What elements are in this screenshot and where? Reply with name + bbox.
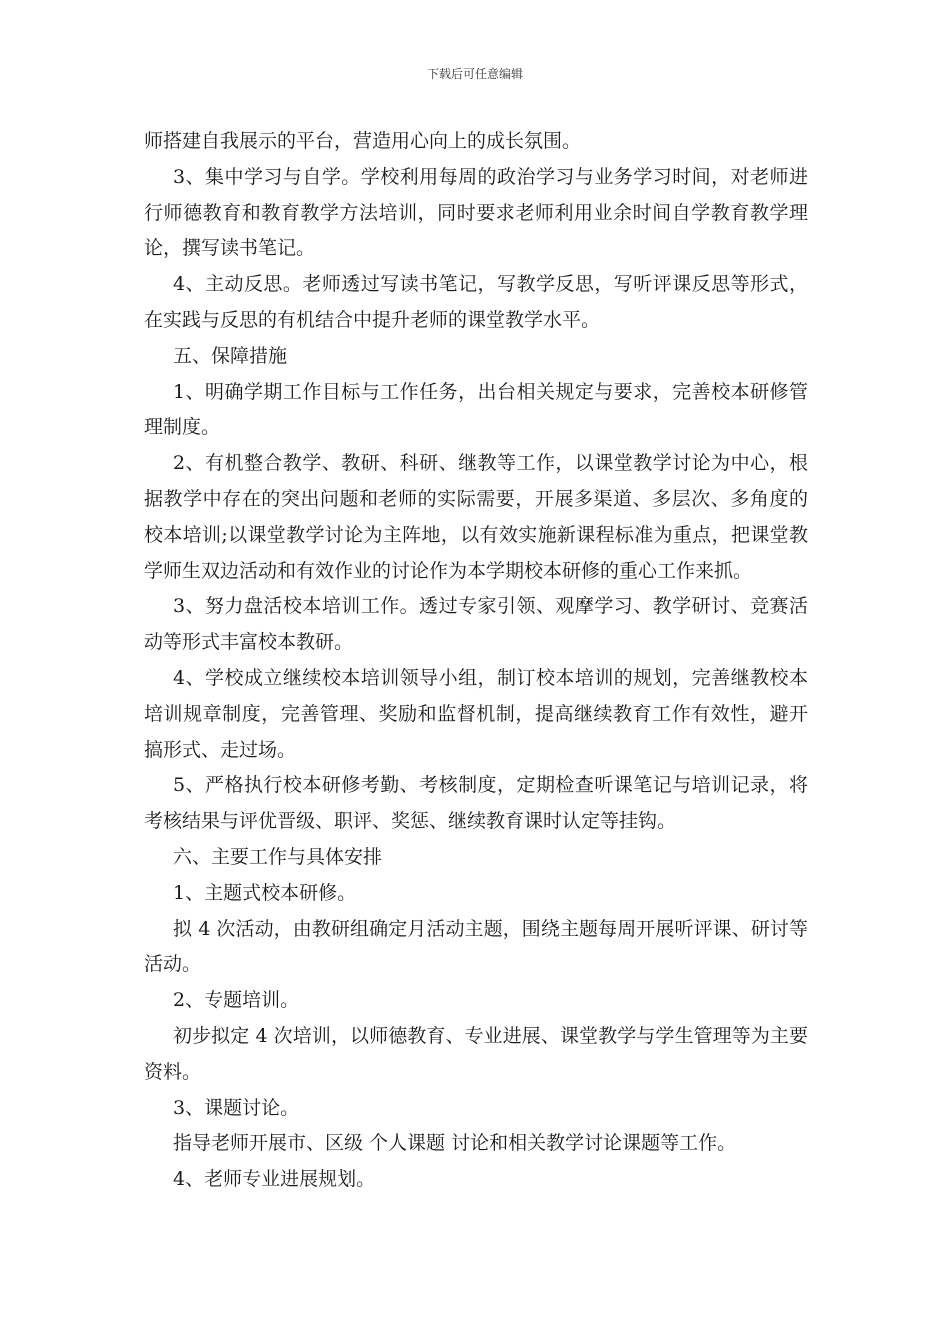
text-line: 5、严格执行校本研修考勤、考核制度，定期检查听课笔记与培训记录，将 xyxy=(173,774,808,797)
text-line: 3、课题讨论。 xyxy=(173,1096,300,1119)
text-line: 理制度。 xyxy=(144,416,221,439)
text-line: 4、学校成立继续校本培训领导小组，制订校本培训的规划，完善继教校本 xyxy=(173,666,808,689)
text-line: 考核结果与评优晋级、职评、奖惩、继续教育课时认定等挂钩。 xyxy=(144,810,677,833)
text-line: 培训规章制度，完善管理、奖励和监督机制，提高继续教育工作有效性，避开 xyxy=(144,702,808,725)
page-header-note: 下载后可任意编辑 xyxy=(426,67,523,81)
text-line: 4、老师专业进展规划。 xyxy=(173,1168,376,1191)
text-line: 搞形式、走过场。 xyxy=(144,738,297,761)
text-line: 2、有机整合教学、教研、科研、继教等工作，以课堂教学讨论为中心，根 xyxy=(173,452,808,475)
text-line: 学师生双边活动和有效作业的讨论作为本学期校本研修的重心工作来抓。 xyxy=(144,559,753,582)
text-line: 据教学中存在的突出问题和老师的实际需要，开展多渠道、多层次、多角度的 xyxy=(144,487,808,510)
text-line: 在实践与反思的有机结合中提升老师的课堂教学水平。 xyxy=(144,308,601,331)
text-line: 拟 4 次活动，由教研组确定月活动主题，围绕主题每周开展听评课、研讨等 xyxy=(173,917,808,940)
text-line: 4、主动反思。老师透过写读书笔记，写教学反思，写听评课反思等形式， xyxy=(173,273,808,296)
text-line: 行师德教育和教育教学方法培训，同时要求老师利用业余时间自学教育教学理 xyxy=(144,201,808,224)
text-line: 师搭建自我展示的平台，营造用心向上的成长氛围。 xyxy=(144,130,582,152)
text-line: 六、主要工作与具体安排 xyxy=(173,845,383,868)
text-line: 3、努力盘活校本培训工作。透过专家引领、观摩学习、教学研讨、竞赛活 xyxy=(173,595,808,618)
document-body xyxy=(144,124,808,1198)
text-line: 2、专题培训。 xyxy=(173,989,300,1012)
text-line: 1、主题式校本研修。 xyxy=(173,881,357,904)
text-line: 校本培训;以课堂教学讨论为主阵地，以有效实施新课程标准为重点，把课堂教 xyxy=(144,523,808,546)
text-line: 初步拟定 4 次培训，以师德教育、专业进展、课堂教学与学生管理等为主要 xyxy=(173,1024,808,1047)
text-line: 活动。 xyxy=(144,953,202,976)
text-line: 动等形式丰富校本教研。 xyxy=(144,631,354,654)
text-line: 3、集中学习与自学。学校利用每周的政治学习与业务学习时间，对老师进 xyxy=(173,165,808,188)
text-line: 五、保障措施 xyxy=(173,344,288,367)
text-line: 1、明确学期工作目标与工作任务，出台相关规定与要求，完善校本研修管 xyxy=(173,380,808,403)
text-line: 资料。 xyxy=(144,1060,202,1083)
text-line: 指导老师开展市、区级 个人课题 讨论和相关教学讨论课题等工作。 xyxy=(173,1132,737,1155)
text-line: 论，撰写读书笔记。 xyxy=(144,237,316,260)
